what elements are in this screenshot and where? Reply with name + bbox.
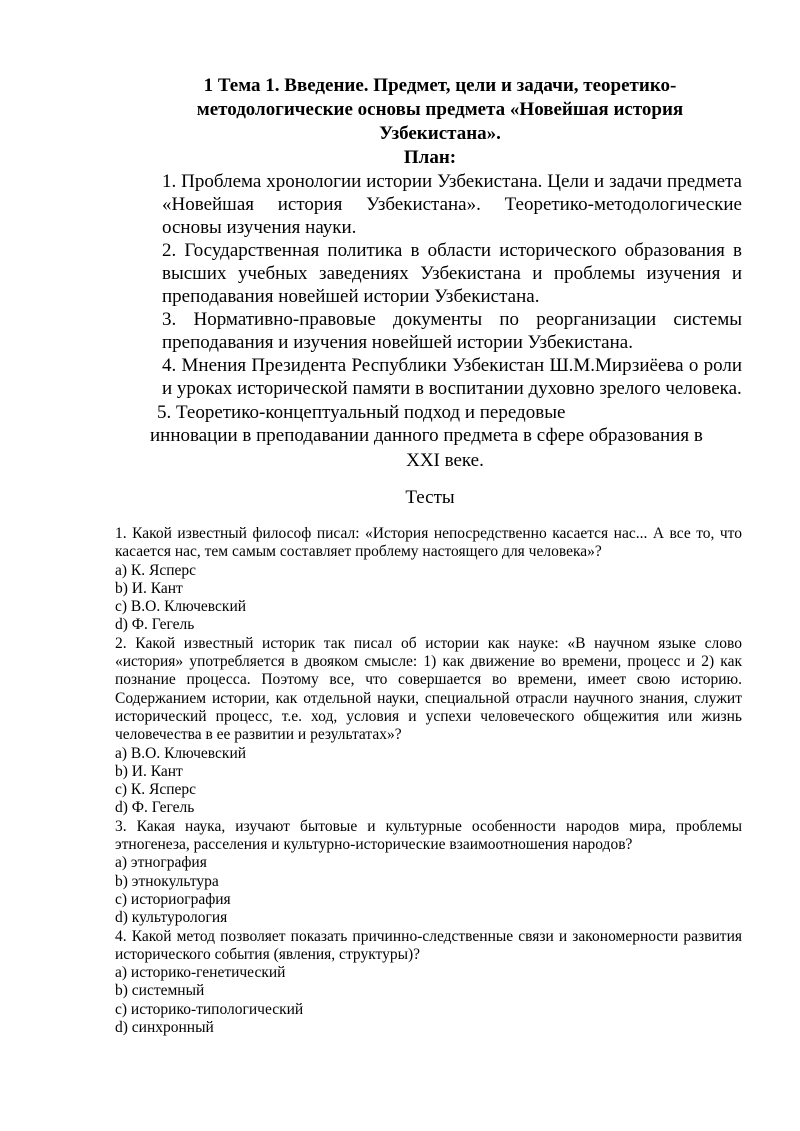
answer-option: d) культурология xyxy=(115,909,228,927)
plan-item-2: 2. Государственная политика в области исторического образования в высших учебных заведениях Узбекистана и проблемы изучения и преподавания новейшей истории Узбекистана. xyxy=(162,240,742,307)
answer-option: c) В.О. Ключевский xyxy=(115,598,247,616)
answer-option: a) этнография xyxy=(115,854,207,872)
question-text: 2. Какой известный историк так писал об истории как науке: «В научном языке слово «история» употребляется в двояком смысле: 1) как движение во времени, процесс и 2) как познание процесса. Поэтому все, что совершается во времени, имеет свою историю. Содержанием истории, как отдельной науки, специальной отрасли научного знания, служит исторический процесс, т.е. ход, условия и успехи человеческого общежития или жизнь человечества в ее развитии и результатах»? xyxy=(115,634,742,744)
answer-option: c) историко-типологический xyxy=(115,1000,304,1018)
answer-option: a) В.О. Ключевский xyxy=(115,744,247,762)
document-title: 1 Тема 1. Введение. Предмет, цели и задачи, теоретико-методологические основы предмета «Новейшая история Узбекистана». xyxy=(196,75,684,144)
answer-option: a) К. Ясперс xyxy=(115,561,197,579)
answer-option: b) И. Кант xyxy=(115,579,183,597)
answer-option: b) И. Кант xyxy=(115,762,183,780)
answer-option: d) синхронный xyxy=(115,1019,214,1037)
answer-option: d) Ф. Гегель xyxy=(115,799,195,817)
plan-item-1: 1. Проблема хронологии истории Узбекистана. Цели и задачи предмета «Новейшая история Узбекистана». Теоретико-методологические основы изучения науки. xyxy=(162,171,742,238)
question-block xyxy=(115,635,742,818)
plan-item-3: 3. Нормативно-правовые документы по реорганизации системы преподавания и изучения новейшей истории Узбекистана. xyxy=(162,309,742,353)
question-text: 4. Какой метод позволяет показать причинно-следственные связи и закономерности развития исторического события (явления, структуры)? xyxy=(115,927,742,963)
answer-option: b) этнокультура xyxy=(115,872,219,890)
answer-option: b) системный xyxy=(115,982,205,1000)
question-text: 3. Какая наука, изучают бытовые и культурные особенности народов мира, проблемы этногенеза, расселения и культурно-исторические взаимоотношения народов? xyxy=(115,817,742,854)
plan-item-4: 4. Мнения Президента Республики Узбекистан Ш.М.Мирзиёева о роли и уроках исторической памяти в воспитании духовно зрелого человека. xyxy=(162,355,742,399)
plan-heading: План: xyxy=(403,147,457,168)
answer-option: a) историко-генетический xyxy=(115,964,286,982)
tests-list xyxy=(115,525,742,1037)
answer-option: c) К. Ясперс xyxy=(115,781,197,799)
plan-list xyxy=(162,170,742,400)
plan-item-5-line-2: инновации в преподавании данного предмета в сфере образования в xyxy=(150,425,703,446)
plan-item-5-line-3: XXI веке. xyxy=(406,450,484,471)
question-block xyxy=(115,928,742,1038)
question-block xyxy=(115,525,742,635)
question-text: 1. Какой известный философ писал: «История непосредственно касается нас... А все то, что касается нас, тем самым составляет проблему настоящего для человека»? xyxy=(115,525,742,561)
plan-item-5 xyxy=(150,401,730,472)
answer-option: c) историография xyxy=(115,890,231,908)
plan-item-5-line-1: 5. Теоретико-концептуальный подход и передовые xyxy=(157,402,566,423)
question-block xyxy=(115,818,742,928)
tests-heading: Тесты xyxy=(405,487,455,508)
answer-option: d) Ф. Гегель xyxy=(115,616,195,634)
